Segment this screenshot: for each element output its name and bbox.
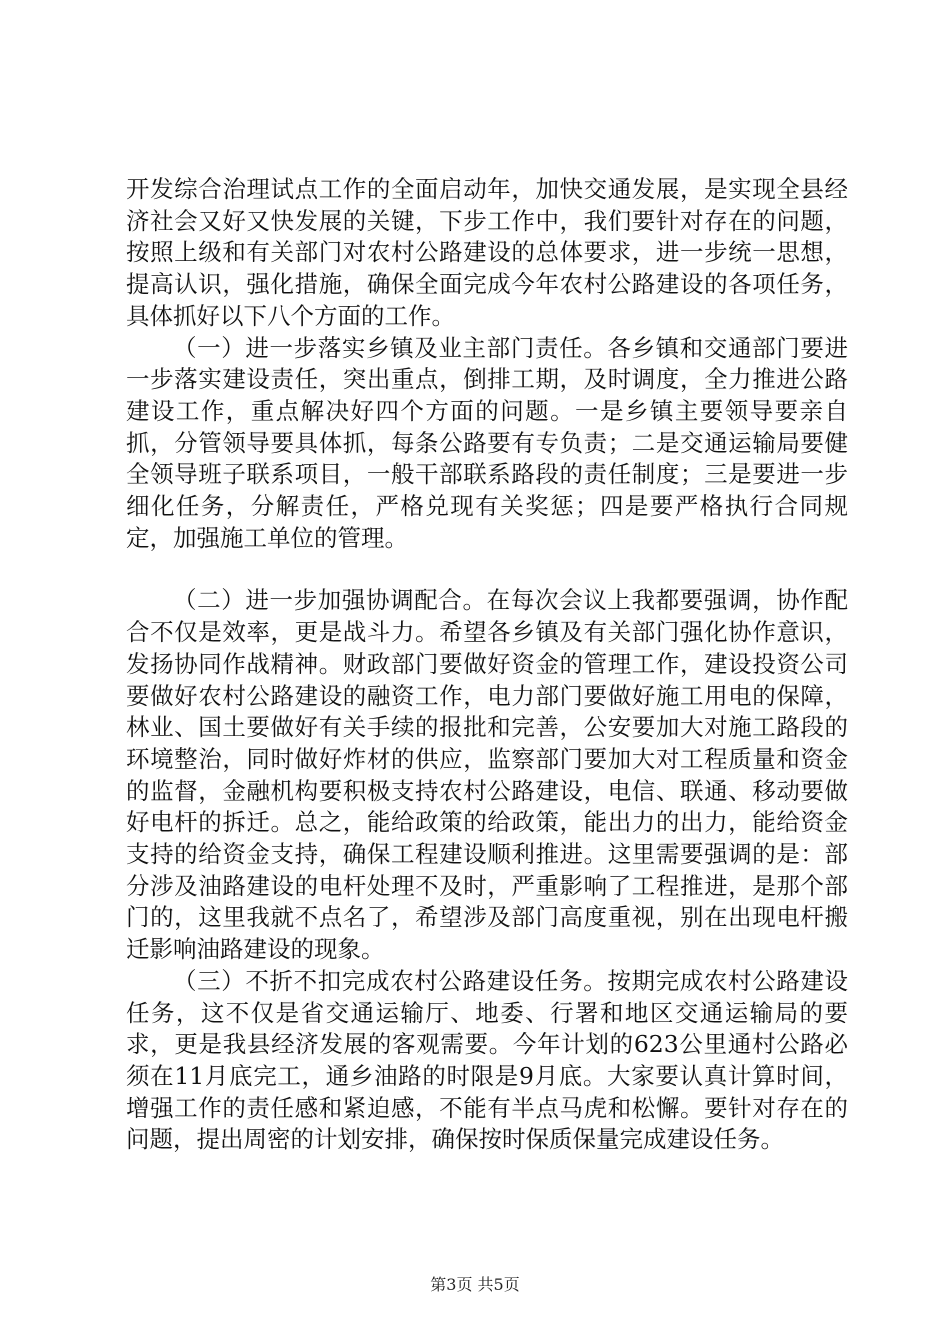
paragraph-section-2: （二）进一步加强协调配合。在每次会议上我都要强调，协作配合不仅是效率，更是战斗力。希望各乡镇及有关部门强化协作意识，发扬协同作战精神。财政部门要做好资金的管理工作，建设投资公司要做好农村公路建设的融资工作，电力部门要做好施工用电的保障，林业、国土要做好有关手续的报批和完善，公安要加大对施工路段的环境整治，同时做好炸材的供应，监察部门要加大对工程质量和资金的监督，金融机构要积极支持农村公路建设，电信、联通、移动要做好电杆的拆迁。总之，能给政策的给政策，能出力的出力，能给资金支持的给资金支持，确保工程建设顺利推进。这里需要强调的是：部分涉及油路建设的电杆处理不及时，严重影响了工程推进，是那个部门的，这里我就不点名了，希望涉及部门高度重视，别在出现电杆搬迁影响油路建设的现象。 [126, 586, 848, 964]
paragraph-intro: 开发综合治理试点工作的全面启动年，加快交通发展，是实现全县经济社会又好又快发展的关键，下步工作中，我们要针对存在的问题，按照上级和有关部门对农村公路建设的总体要求，进一步统一思想，提高认识，强化措施，确保全面完成今年农村公路建设的各项任务，具体抓好以下八个方面的工作。 [126, 175, 848, 330]
page-number-footer: 第3页 共5页 [430, 1275, 520, 1294]
paragraph-section-1: （一）进一步落实乡镇及业主部门责任。各乡镇和交通部门要进一步落实建设责任，突出重点，倒排工期，及时调度，全力推进公路建设工作，重点解决好四个方面的问题。一是乡镇主要领导要亲自抓，分管领导要具体抓，每条公路要有专负责；二是交通运输局要健全领导班子联系项目，一般干部联系路段的责任制度；三是要进一步细化任务，分解责任，严格兑现有关奖惩；四是要严格执行合同规定，加强施工单位的管理。 [126, 333, 848, 552]
paragraph-section-3: （三）不折不扣完成农村公路建设任务。按期完成农村公路建设任务，这不仅是省交通运输厅、地委、行署和地区交通运输局的要求，更是我县经济发展的客观需要。今年计划的623公里通村公路必须在11月底完工，通乡油路的时限是9月底。大家要认真计算时间，增强工作的责任感和紧迫感，不能有半点马虎和松懈。要针对存在的问题，提出周密的计划安排，确保按时保质保量完成建设任务。 [126, 966, 848, 1154]
document-body [126, 174, 848, 1156]
